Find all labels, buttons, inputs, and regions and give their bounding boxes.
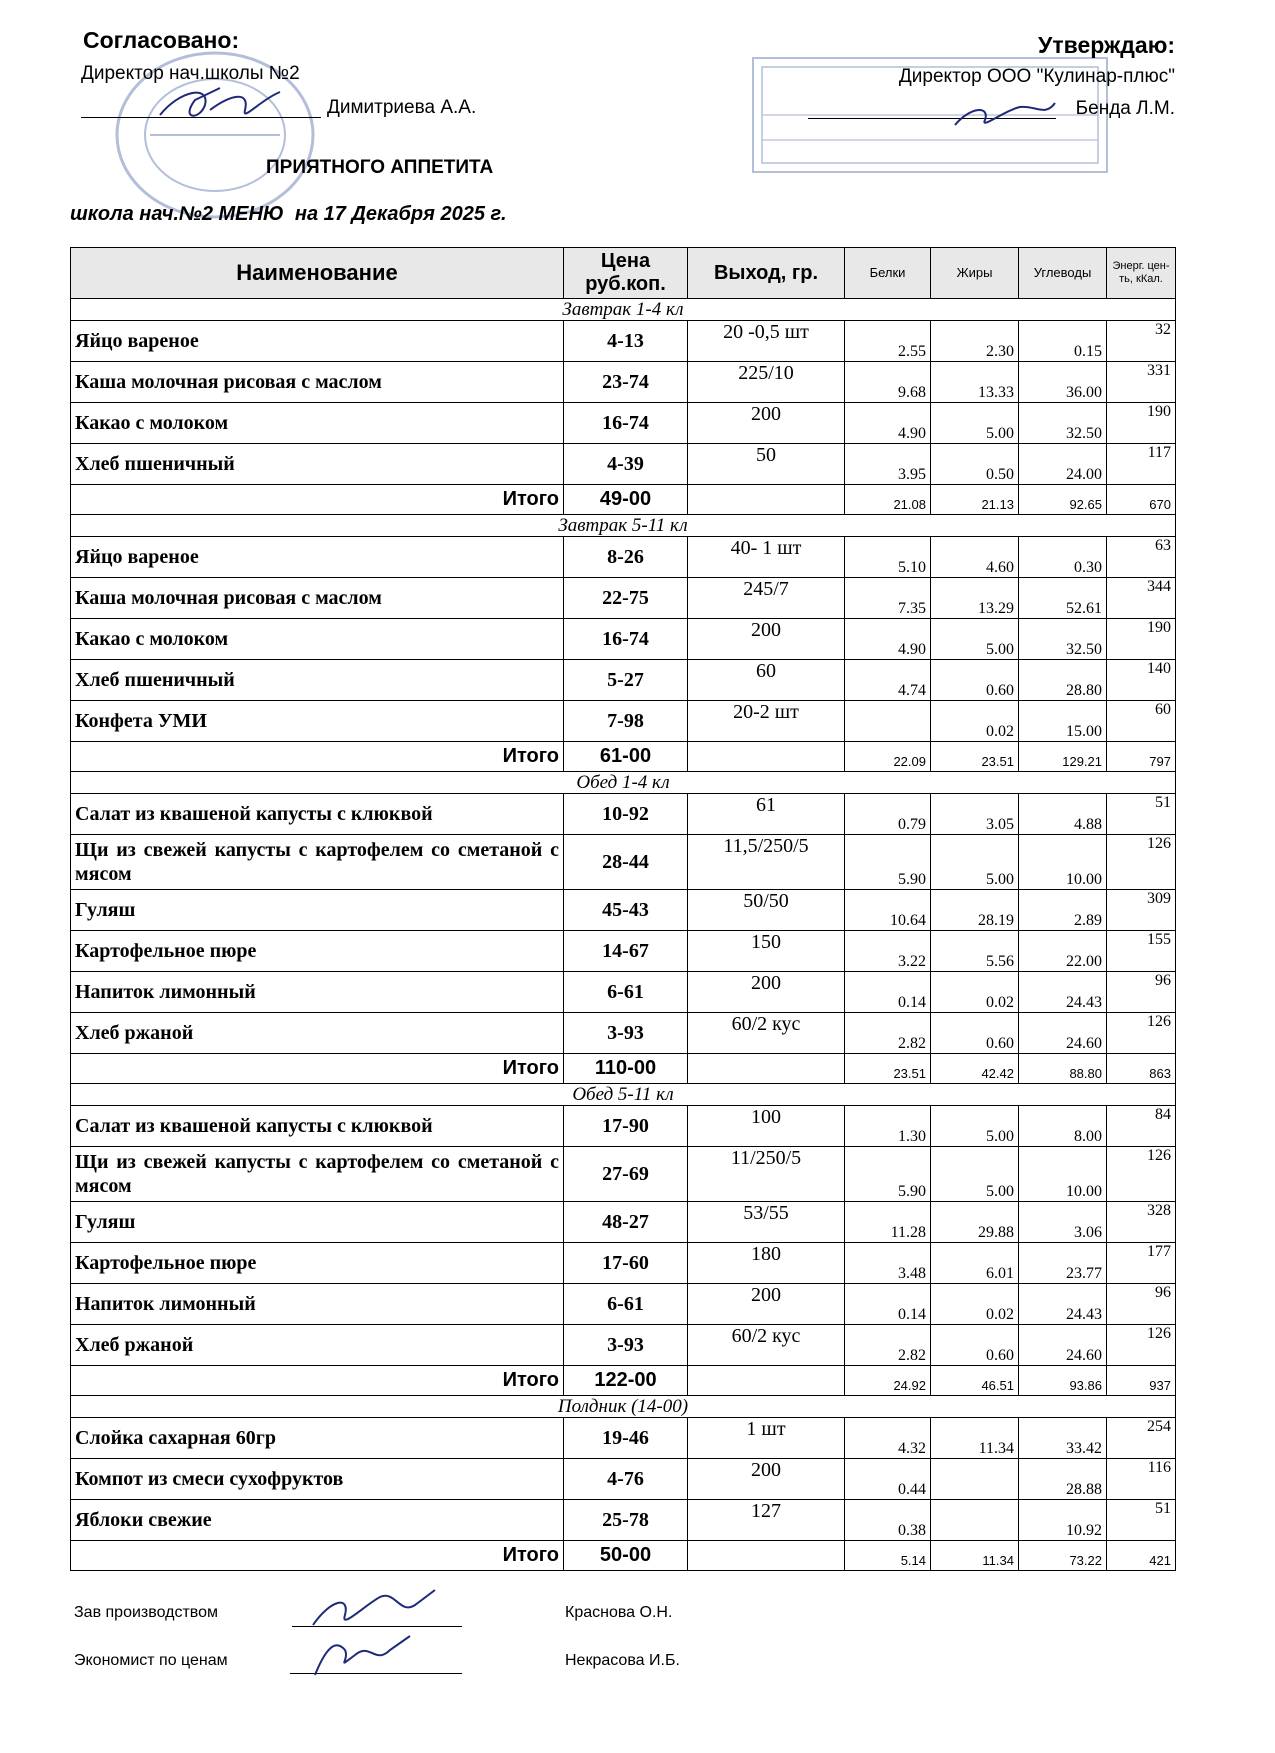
table-row <box>71 1418 1176 1459</box>
item-kcal: 328 <box>1107 1202 1176 1243</box>
total-carbs: 73.22 <box>1019 1541 1107 1571</box>
item-carbs: 15.00 <box>1019 701 1107 742</box>
item-fat: 13.29 <box>931 578 1019 619</box>
item-fat: 5.00 <box>931 403 1019 444</box>
item-kcal: 84 <box>1107 1106 1176 1147</box>
item-carbs: 32.50 <box>1019 619 1107 660</box>
item-name: Какао с молоком <box>71 403 564 444</box>
item-kcal: 51 <box>1107 1500 1176 1541</box>
item-price: 23-74 <box>564 362 688 403</box>
item-protein: 7.35 <box>845 578 931 619</box>
item-kcal: 96 <box>1107 972 1176 1013</box>
item-fat <box>931 1459 1019 1500</box>
item-price: 3-93 <box>564 1325 688 1366</box>
item-fat: 5.56 <box>931 931 1019 972</box>
total-price: 122-00 <box>564 1366 688 1396</box>
total-fat: 46.51 <box>931 1366 1019 1396</box>
table-row <box>71 701 1176 742</box>
item-carbs: 28.80 <box>1019 660 1107 701</box>
item-fat <box>931 1500 1019 1541</box>
table-row <box>71 1202 1176 1243</box>
item-name: Салат из квашеной капусты с клюквой <box>71 794 564 835</box>
item-fat: 0.02 <box>931 1284 1019 1325</box>
item-yield: 200 <box>688 972 845 1013</box>
item-carbs: 32.50 <box>1019 403 1107 444</box>
item-name: Хлеб пшеничный <box>71 444 564 485</box>
item-yield: 20 -0,5 шт <box>688 321 845 362</box>
total-price: 61-00 <box>564 742 688 772</box>
item-carbs: 3.06 <box>1019 1202 1107 1243</box>
item-name: Хлеб пшеничный <box>71 660 564 701</box>
item-name: Напиток лимонный <box>71 1284 564 1325</box>
item-carbs: 24.00 <box>1019 444 1107 485</box>
column-header-fat: Жиры <box>931 248 1019 299</box>
item-protein: 0.14 <box>845 1284 931 1325</box>
item-price: 7-98 <box>564 701 688 742</box>
table-row <box>71 619 1176 660</box>
item-carbs: 0.30 <box>1019 537 1107 578</box>
item-kcal: 177 <box>1107 1243 1176 1284</box>
item-kcal: 60 <box>1107 701 1176 742</box>
total-label: Итого <box>71 742 564 772</box>
table-row <box>71 660 1176 701</box>
section-row <box>71 515 1176 537</box>
total-kcal: 937 <box>1107 1366 1176 1396</box>
item-price: 48-27 <box>564 1202 688 1243</box>
approve-signature <box>950 95 1060 135</box>
table-row <box>71 931 1176 972</box>
item-name: Напиток лимонный <box>71 972 564 1013</box>
item-carbs: 22.00 <box>1019 931 1107 972</box>
item-name: Картофельное пюре <box>71 931 564 972</box>
item-fat: 0.60 <box>931 1325 1019 1366</box>
item-price: 6-61 <box>564 972 688 1013</box>
item-price: 22-75 <box>564 578 688 619</box>
approve-name: Бенда Л.М. <box>1075 98 1175 119</box>
table-row <box>71 537 1176 578</box>
table-row <box>71 794 1176 835</box>
item-carbs: 10.00 <box>1019 835 1107 890</box>
item-name: Каша молочная рисовая с маслом <box>71 578 564 619</box>
economist-label: Экономист по ценам <box>74 1652 228 1669</box>
item-name: Хлеб ржаной <box>71 1013 564 1054</box>
column-header-name: Наименование <box>71 248 564 299</box>
total-label: Итого <box>71 1541 564 1571</box>
item-fat: 0.60 <box>931 1013 1019 1054</box>
table-row <box>71 1284 1176 1325</box>
item-protein: 10.64 <box>845 890 931 931</box>
table-row <box>71 835 1176 890</box>
item-protein: 0.14 <box>845 972 931 1013</box>
total-row <box>71 1054 1176 1084</box>
item-carbs: 10.00 <box>1019 1147 1107 1202</box>
item-kcal: 140 <box>1107 660 1176 701</box>
total-fat: 23.51 <box>931 742 1019 772</box>
item-price: 25-78 <box>564 1500 688 1541</box>
column-header-carbs: Углеводы <box>1019 248 1107 299</box>
item-yield: 50/50 <box>688 890 845 931</box>
table-row <box>71 321 1176 362</box>
total-fat: 42.42 <box>931 1054 1019 1084</box>
item-yield: 20-2 шт <box>688 701 845 742</box>
item-price: 8-26 <box>564 537 688 578</box>
total-price: 49-00 <box>564 485 688 515</box>
section-title: Завтрак 1-4 кл <box>71 299 1176 321</box>
item-carbs: 24.43 <box>1019 972 1107 1013</box>
total-kcal: 797 <box>1107 742 1176 772</box>
item-name: Картофельное пюре <box>71 1243 564 1284</box>
item-protein: 9.68 <box>845 362 931 403</box>
item-carbs: 33.42 <box>1019 1418 1107 1459</box>
economist-signature <box>305 1630 425 1680</box>
item-yield: 60/2 кус <box>688 1325 845 1366</box>
approve-position: Директор ООО "Кулинар-плюс" <box>898 66 1175 87</box>
agreed-name: Димитриева А.А. <box>327 97 477 118</box>
item-protein: 2.55 <box>845 321 931 362</box>
item-protein: 4.90 <box>845 403 931 444</box>
item-price: 4-39 <box>564 444 688 485</box>
item-protein: 1.30 <box>845 1106 931 1147</box>
item-yield: 200 <box>688 1459 845 1500</box>
column-header-energy: Энерг. цен-ть, кКал. <box>1107 248 1176 299</box>
item-fat: 0.60 <box>931 660 1019 701</box>
item-protein: 5.90 <box>845 1147 931 1202</box>
production-head-signature <box>305 1585 445 1635</box>
item-yield: 61 <box>688 794 845 835</box>
item-kcal: 331 <box>1107 362 1176 403</box>
item-price: 16-74 <box>564 619 688 660</box>
item-kcal: 32 <box>1107 321 1176 362</box>
item-name: Щи из свежей капусты с картофелем со сметаной с мясом <box>71 835 564 890</box>
total-yield <box>688 1054 845 1084</box>
item-kcal: 126 <box>1107 835 1176 890</box>
item-kcal: 254 <box>1107 1418 1176 1459</box>
table-row <box>71 1106 1176 1147</box>
total-label: Итого <box>71 1366 564 1396</box>
item-kcal: 126 <box>1107 1013 1176 1054</box>
agreed-position: Директор нач.школы №2 <box>81 63 300 84</box>
item-price: 14-67 <box>564 931 688 972</box>
column-header-yield: Выход, гр. <box>688 248 845 299</box>
item-name: Какао с молоком <box>71 619 564 660</box>
item-yield: 150 <box>688 931 845 972</box>
item-carbs: 24.43 <box>1019 1284 1107 1325</box>
item-fat: 0.02 <box>931 701 1019 742</box>
item-protein: 3.48 <box>845 1243 931 1284</box>
item-yield: 200 <box>688 1284 845 1325</box>
item-carbs: 0.15 <box>1019 321 1107 362</box>
item-fat: 13.33 <box>931 362 1019 403</box>
economist-name: Некрасова И.Б. <box>565 1652 680 1669</box>
item-kcal: 117 <box>1107 444 1176 485</box>
item-carbs: 2.89 <box>1019 890 1107 931</box>
total-yield <box>688 485 845 515</box>
column-header-protein: Белки <box>845 248 931 299</box>
table-row <box>71 1243 1176 1284</box>
item-fat: 5.00 <box>931 835 1019 890</box>
total-row <box>71 1541 1176 1571</box>
item-name: Яйцо вареное <box>71 321 564 362</box>
item-protein: 4.32 <box>845 1418 931 1459</box>
total-kcal: 670 <box>1107 485 1176 515</box>
item-protein: 5.10 <box>845 537 931 578</box>
item-carbs: 4.88 <box>1019 794 1107 835</box>
item-yield: 50 <box>688 444 845 485</box>
table-row <box>71 1147 1176 1202</box>
item-kcal: 126 <box>1107 1325 1176 1366</box>
total-carbs: 129.21 <box>1019 742 1107 772</box>
item-carbs: 36.00 <box>1019 362 1107 403</box>
item-price: 17-60 <box>564 1243 688 1284</box>
item-protein: 3.22 <box>845 931 931 972</box>
item-price: 10-92 <box>564 794 688 835</box>
production-head-name: Краснова О.Н. <box>565 1604 673 1621</box>
total-row <box>71 742 1176 772</box>
item-protein: 0.79 <box>845 794 931 835</box>
item-name: Яблоки свежие <box>71 1500 564 1541</box>
item-kcal: 155 <box>1107 931 1176 972</box>
item-yield: 53/55 <box>688 1202 845 1243</box>
item-yield: 100 <box>688 1106 845 1147</box>
item-name: Яйцо вареное <box>71 537 564 578</box>
total-kcal: 863 <box>1107 1054 1176 1084</box>
item-yield: 180 <box>688 1243 845 1284</box>
item-price: 28-44 <box>564 835 688 890</box>
item-carbs: 28.88 <box>1019 1459 1107 1500</box>
section-title: Завтрак 5-11 кл <box>71 515 1176 537</box>
item-kcal: 344 <box>1107 578 1176 619</box>
item-price: 27-69 <box>564 1147 688 1202</box>
total-fat: 11.34 <box>931 1541 1019 1571</box>
total-label: Итого <box>71 1054 564 1084</box>
column-header-price: Цена руб.коп. <box>564 248 688 299</box>
item-yield: 60/2 кус <box>688 1013 845 1054</box>
item-kcal: 190 <box>1107 619 1176 660</box>
total-row <box>71 1366 1176 1396</box>
item-price: 6-61 <box>564 1284 688 1325</box>
item-name: Щи из свежей капусты с картофелем со сметаной с мясом <box>71 1147 564 1202</box>
item-name: Салат из квашеной капусты с клюквой <box>71 1106 564 1147</box>
table-header-row <box>71 248 1176 299</box>
total-fat: 21.13 <box>931 485 1019 515</box>
item-protein: 2.82 <box>845 1013 931 1054</box>
total-protein: 5.14 <box>845 1541 931 1571</box>
item-carbs: 24.60 <box>1019 1325 1107 1366</box>
total-protein: 21.08 <box>845 485 931 515</box>
item-fat: 6.01 <box>931 1243 1019 1284</box>
total-protein: 22.09 <box>845 742 931 772</box>
total-carbs: 88.80 <box>1019 1054 1107 1084</box>
section-row <box>71 772 1176 794</box>
menu-table-body <box>71 299 1176 1571</box>
item-protein: 5.90 <box>845 835 931 890</box>
item-price: 19-46 <box>564 1418 688 1459</box>
item-name: Конфета УМИ <box>71 701 564 742</box>
item-price: 17-90 <box>564 1106 688 1147</box>
section-row <box>71 299 1176 321</box>
item-price: 5-27 <box>564 660 688 701</box>
agreed-signature <box>150 80 290 130</box>
item-fat: 0.02 <box>931 972 1019 1013</box>
item-yield: 1 шт <box>688 1418 845 1459</box>
item-protein: 4.74 <box>845 660 931 701</box>
table-row <box>71 403 1176 444</box>
item-name: Гуляш <box>71 1202 564 1243</box>
item-fat: 4.60 <box>931 537 1019 578</box>
item-yield: 200 <box>688 619 845 660</box>
item-protein: 0.44 <box>845 1459 931 1500</box>
table-row <box>71 1325 1176 1366</box>
item-protein <box>845 701 931 742</box>
total-carbs: 92.65 <box>1019 485 1107 515</box>
item-fat: 5.00 <box>931 619 1019 660</box>
section-row <box>71 1396 1176 1418</box>
table-row <box>71 1459 1176 1500</box>
item-fat: 11.34 <box>931 1418 1019 1459</box>
total-kcal: 421 <box>1107 1541 1176 1571</box>
approve-title: Утверждаю: <box>1038 32 1175 58</box>
item-price: 45-43 <box>564 890 688 931</box>
total-protein: 23.51 <box>845 1054 931 1084</box>
total-label: Итого <box>71 485 564 515</box>
menu-title: школа нач.№2 МЕНЮ на 17 Декабря 2025 г. <box>70 203 507 225</box>
greeting: ПРИЯТНОГО АППЕТИТА <box>266 157 494 178</box>
item-protein: 2.82 <box>845 1325 931 1366</box>
item-price: 4-13 <box>564 321 688 362</box>
item-kcal: 96 <box>1107 1284 1176 1325</box>
item-yield: 11,5/250/5 <box>688 835 845 890</box>
section-title: Обед 5-11 кл <box>71 1084 1176 1106</box>
section-title: Обед 1-4 кл <box>71 772 1176 794</box>
item-price: 4-76 <box>564 1459 688 1500</box>
item-carbs: 8.00 <box>1019 1106 1107 1147</box>
item-protein: 4.90 <box>845 619 931 660</box>
item-kcal: 126 <box>1107 1147 1176 1202</box>
item-name: Слойка сахарная 60гр <box>71 1418 564 1459</box>
table-row <box>71 972 1176 1013</box>
table-row <box>71 578 1176 619</box>
total-protein: 24.92 <box>845 1366 931 1396</box>
item-fat: 29.88 <box>931 1202 1019 1243</box>
total-price: 50-00 <box>564 1541 688 1571</box>
item-name: Хлеб ржаной <box>71 1325 564 1366</box>
item-kcal: 116 <box>1107 1459 1176 1500</box>
item-yield: 60 <box>688 660 845 701</box>
table-row <box>71 362 1176 403</box>
total-carbs: 93.86 <box>1019 1366 1107 1396</box>
table-row <box>71 1500 1176 1541</box>
item-fat: 2.30 <box>931 321 1019 362</box>
item-fat: 5.00 <box>931 1106 1019 1147</box>
item-yield: 11/250/5 <box>688 1147 845 1202</box>
item-protein: 3.95 <box>845 444 931 485</box>
item-price: 16-74 <box>564 403 688 444</box>
item-kcal: 309 <box>1107 890 1176 931</box>
section-row <box>71 1084 1176 1106</box>
item-protein: 11.28 <box>845 1202 931 1243</box>
item-yield: 200 <box>688 403 845 444</box>
menu-table <box>70 247 1176 1571</box>
table-row <box>71 444 1176 485</box>
item-name: Компот из смеси сухофруктов <box>71 1459 564 1500</box>
total-yield <box>688 1541 845 1571</box>
total-row <box>71 485 1176 515</box>
total-yield <box>688 742 845 772</box>
total-price: 110-00 <box>564 1054 688 1084</box>
agreed-title: Согласовано: <box>83 27 240 53</box>
total-yield <box>688 1366 845 1396</box>
item-carbs: 24.60 <box>1019 1013 1107 1054</box>
item-yield: 245/7 <box>688 578 845 619</box>
item-yield: 225/10 <box>688 362 845 403</box>
item-carbs: 10.92 <box>1019 1500 1107 1541</box>
section-title: Полдник (14-00) <box>71 1396 1176 1418</box>
item-protein: 0.38 <box>845 1500 931 1541</box>
production-head-label: Зав производством <box>74 1604 218 1621</box>
item-fat: 28.19 <box>931 890 1019 931</box>
item-price: 3-93 <box>564 1013 688 1054</box>
table-row <box>71 1013 1176 1054</box>
item-kcal: 63 <box>1107 537 1176 578</box>
item-kcal: 51 <box>1107 794 1176 835</box>
item-name: Каша молочная рисовая с маслом <box>71 362 564 403</box>
table-row <box>71 890 1176 931</box>
item-fat: 0.50 <box>931 444 1019 485</box>
item-carbs: 52.61 <box>1019 578 1107 619</box>
item-yield: 40- 1 шт <box>688 537 845 578</box>
item-fat: 3.05 <box>931 794 1019 835</box>
item-name: Гуляш <box>71 890 564 931</box>
item-fat: 5.00 <box>931 1147 1019 1202</box>
item-yield: 127 <box>688 1500 845 1541</box>
item-carbs: 23.77 <box>1019 1243 1107 1284</box>
item-kcal: 190 <box>1107 403 1176 444</box>
